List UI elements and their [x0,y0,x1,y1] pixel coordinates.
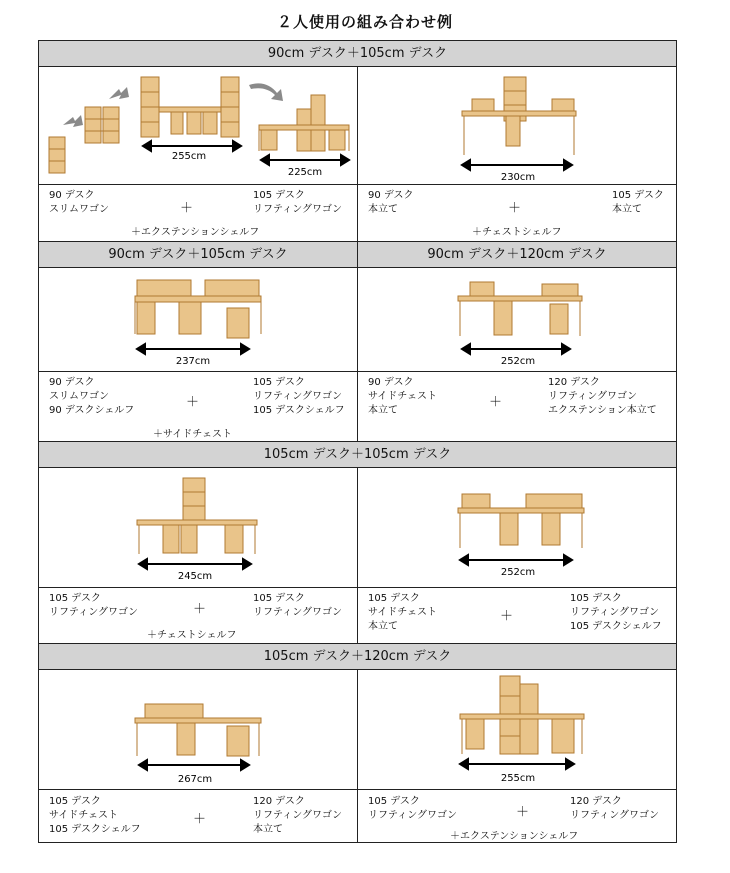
right-item-2: リフティングワゴン [570,810,659,821]
furniture-illustration [358,670,676,789]
dimension-label: 245cm [177,571,213,582]
left-item-1: 90 デスク [49,377,95,388]
dimension-label: 252cm [500,567,536,578]
dimension-label: 255cm [171,151,207,162]
dimension-label: 255cm [500,773,536,784]
dimension-label: 230cm [500,172,536,183]
right-item-1: 105 デスク [570,593,622,604]
section-header: 90cm デスク＋105cm デスク [39,242,357,268]
combination-table [38,40,677,843]
left-item-3: 本立て [368,405,398,416]
dimension-label: 237cm [175,356,211,367]
right-item-1: 105 デスク [253,377,305,388]
left-item-1: 90 デスク [368,190,414,201]
dimension-label: 267cm [177,774,213,785]
right-item-1: 120 デスク [253,796,305,807]
left-item-1: 105 デスク [49,796,101,807]
left-item-1: 105 デスク [368,796,420,807]
plus-sign: ＋ [193,602,207,617]
left-item-2: スリムワゴン [49,391,109,402]
furniture-illustration [358,67,676,184]
extra-item: ＋サイドチェスト [153,429,232,440]
left-item-2: サイドチェスト [368,391,437,402]
extra-item: ＋チェストシェルフ [472,227,562,238]
left-item-2: サイドチェスト [368,607,437,618]
plus-sign: ＋ [180,201,194,216]
plus-sign: ＋ [508,201,522,216]
dimension-label: 225cm [287,167,323,178]
extra-item: ＋チェストシェルフ [147,630,237,641]
left-item-2: サイドチェスト [49,810,118,821]
right-item-1: 105 デスク [612,190,664,201]
right-item-3: 105 デスクシェルフ [570,621,662,632]
left-item-1: 105 デスク [49,593,101,604]
right-item-2: 本立て [612,204,642,215]
right-item-3: エクステンション本立て [548,405,657,416]
combo-cell [39,67,357,241]
right-item-2: リフティングワゴン [570,607,659,618]
section-header: 105cm デスク＋120cm デスク [39,644,676,670]
extra-item: ＋エクステンションシェルフ [131,227,260,238]
section-header: 90cm デスク＋105cm デスク [39,41,676,67]
plus-sign: ＋ [489,395,503,410]
right-item-1: 120 デスク [548,377,600,388]
combo-cell [39,670,357,842]
left-item-3: 105 デスクシェルフ [49,824,141,835]
right-item-1: 105 デスク [253,190,305,201]
furniture-illustration [39,268,357,371]
right-item-2: リフティングワゴン [253,810,342,821]
furniture-illustration [358,268,676,371]
right-item-2: リフティングワゴン [548,391,637,402]
left-item-1: 105 デスク [368,593,420,604]
left-item-3: 本立て [368,621,398,632]
left-item-1: 90 デスク [368,377,414,388]
left-item-1: 90 デスク [49,190,95,201]
left-item-2: リフティングワゴン [368,810,457,821]
furniture-illustration [39,670,357,789]
right-item-2: リフティングワゴン [253,391,342,402]
left-item-2: リフティングワゴン [49,607,138,618]
combo-cell [39,268,357,441]
right-item-3: 本立て [253,824,283,835]
dimension-label: 252cm [500,356,536,367]
right-item-2: リフティングワゴン [253,607,342,618]
extra-item: ＋エクステンションシェルフ [450,831,579,842]
plus-sign: ＋ [186,395,200,410]
section-header: 90cm デスク＋120cm デスク [358,242,676,268]
plus-sign: ＋ [500,609,514,624]
right-item-1: 120 デスク [570,796,622,807]
right-item-1: 105 デスク [253,593,305,604]
page-title: ２人使用の組み合わせ例 [276,13,453,31]
left-item-2: スリムワゴン [49,204,109,215]
furniture-illustration [39,468,357,587]
right-item-2: リフティングワゴン [253,204,342,215]
plus-sign: ＋ [516,805,530,820]
combo-cell [358,670,676,842]
combo-cell [358,268,676,441]
left-item-3: 90 デスクシェルフ [49,405,135,416]
right-item-3: 105 デスクシェルフ [253,405,345,416]
combo-cell [358,468,676,643]
section-header: 105cm デスク＋105cm デスク [39,442,676,468]
left-item-2: 本立て [368,204,398,215]
plus-sign: ＋ [193,812,207,827]
combo-cell [39,468,357,643]
combo-cell [358,67,676,241]
furniture-illustration [358,468,676,587]
furniture-illustration [39,67,357,184]
